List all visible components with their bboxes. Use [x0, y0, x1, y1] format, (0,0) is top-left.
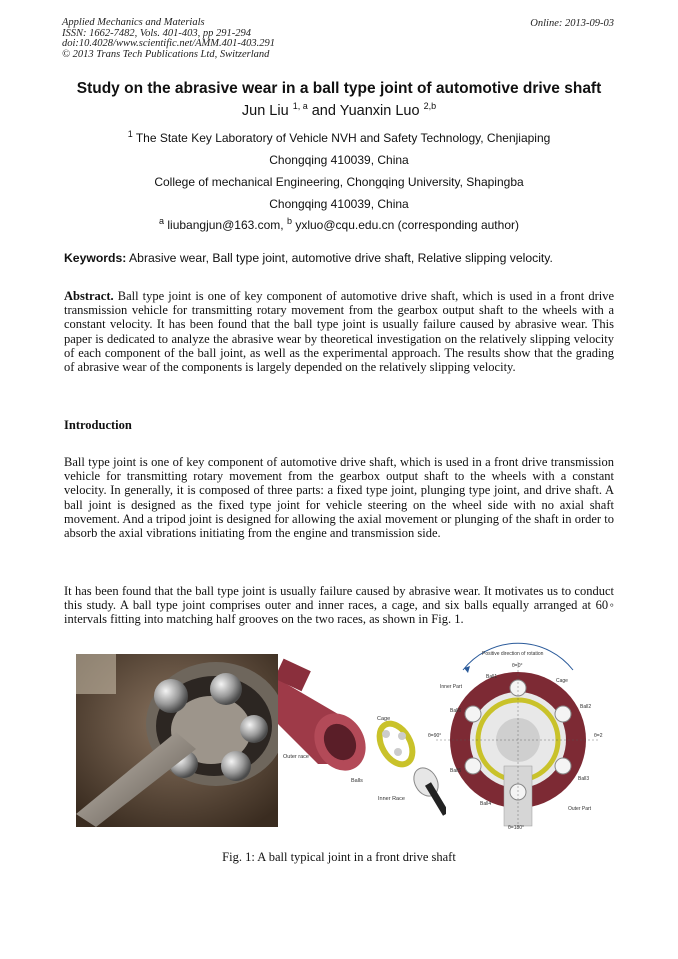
author-1: Jun Liu	[241, 103, 289, 119]
label-inner-part: Inner Part	[440, 684, 462, 690]
author-1-sup: 1, a	[292, 101, 308, 112]
paper-title: Study on the abrasive wear in a ball type joint of automotive drive shaft	[76, 80, 602, 97]
figure-caption: Fig. 1: A ball typical joint in a front drive shaft	[222, 850, 456, 864]
label-ball2: Ball2	[580, 704, 592, 710]
exploded-diagram	[278, 654, 446, 827]
email-a[interactable]: liubangjun@163.com,	[167, 218, 284, 232]
label-balls: Balls	[351, 778, 363, 784]
label-theta-0: θ=0°	[512, 663, 523, 669]
affiliation-1-sup: 1	[127, 129, 133, 139]
abstract	[64, 289, 614, 374]
email-a-sup: a	[159, 216, 165, 226]
joint-photo	[76, 654, 278, 827]
online-date: Online: 2013-09-03	[530, 18, 614, 29]
affiliation-line-3: College of mechanical Engineering, Chongqing University, Shapingba	[154, 175, 524, 189]
label-direction: Positive direction of rotation	[482, 651, 544, 657]
intro-paragraph-2: It has been found that the ball type joint is usually failure caused by abrasive wear. It motivates us to conduct this study. A ball type joint comprises outer and inner races, a cage, and six balls equally arranged at 60◦ intervals fitting into matching half grooves on the two races, as shown in Fig. 1.	[64, 584, 614, 627]
email-b-sup: b	[286, 216, 292, 226]
label-outer-race: Outer race	[283, 754, 309, 760]
label-theta-pi2: θ=2	[594, 733, 603, 739]
email-b[interactable]: yxluo@cqu.edu.cn (corresponding author)	[295, 218, 519, 232]
label-inner-race: Inner Race	[378, 796, 405, 802]
label-ball3: Ball3	[578, 776, 590, 782]
keywords-label: Keywords:	[64, 251, 127, 265]
affiliation-line-1	[0, 131, 678, 145]
abstract-label: Abstract.	[64, 289, 114, 303]
doi: doi:10.4028/www.scientific.net/AMM.401-403.291	[62, 38, 275, 50]
label-theta-180: θ=180°	[508, 825, 525, 831]
email-line	[0, 218, 678, 232]
journal-header	[62, 18, 275, 60]
journal-name: Applied Mechanics and Materials	[62, 17, 205, 28]
affiliation-1-text: The State Key Laboratory of Vehicle NVH and Safety Technology, Chenjiaping	[135, 131, 551, 145]
issn: ISSN: 1662-7482, Vols. 401-403, pp 291-294	[62, 27, 251, 39]
cross-section-diagram	[428, 640, 618, 832]
introduction-heading: Introduction	[64, 418, 132, 432]
authors	[0, 103, 678, 119]
label-outer-part: Outer Part	[568, 806, 592, 812]
label-cage-right: Cage	[556, 678, 568, 684]
label-ball5: Ball5	[450, 768, 462, 774]
affiliation-line-2: Chongqing 410039, China	[269, 153, 409, 167]
label-cage: Cage	[377, 716, 391, 722]
author-2: Yuanxin Luo	[339, 103, 420, 119]
author-and: and	[311, 103, 336, 119]
label-ball1: Ball1	[486, 674, 498, 680]
keywords-text: Abrasive wear, Ball type joint, automotive drive shaft, Relative slipping velocity.	[129, 251, 553, 265]
label-theta-90: θ=90°	[428, 733, 442, 739]
keywords	[64, 251, 553, 265]
intro-paragraph-1: Ball type joint is one of key component of automotive drive shaft, which is used in a front drive transmission vehicle for transmitting rotary movement from the gearbox output shaft to the wheels with a constant velocity. In generally, it is composed of three parts: a fixed type joint, plunging type joint, and drive shaft. A ball joint is designed as the fixed type joint for vehicle steering on the wheel side with no axial shaft movement. And a tripod joint is designed for allowing the axial movement or plunging of the shaft in order to absorb the axial vibrations initiating from the engine and transmission side.	[64, 455, 614, 541]
copyright: © 2013 Trans Tech Publications Ltd, Switzerland	[62, 48, 270, 60]
label-ball6: Ball6	[450, 708, 462, 714]
affiliation-line-4: Chongqing 410039, China	[269, 197, 409, 211]
author-2-sup: 2,b	[423, 101, 437, 112]
abstract-text: Ball type joint is one of key component of automotive drive shaft, which is used in a front drive transmission vehicle for transmitting rotary movement from the gearbox output shaft to the wheels with a constant velocity. It has been found that the ball type joint is usually failure caused by abrasive wear. This paper is dedicated to analyze the abrasive wear by theoretical investigation on the relatively slipping velocity of each component of the ball joint, as well as the experimental approach. The results show that the grading of abrasive wear of the components is largely depended on the relatively slipping velocity.	[64, 289, 615, 375]
label-ball4: Ball4	[480, 801, 492, 807]
